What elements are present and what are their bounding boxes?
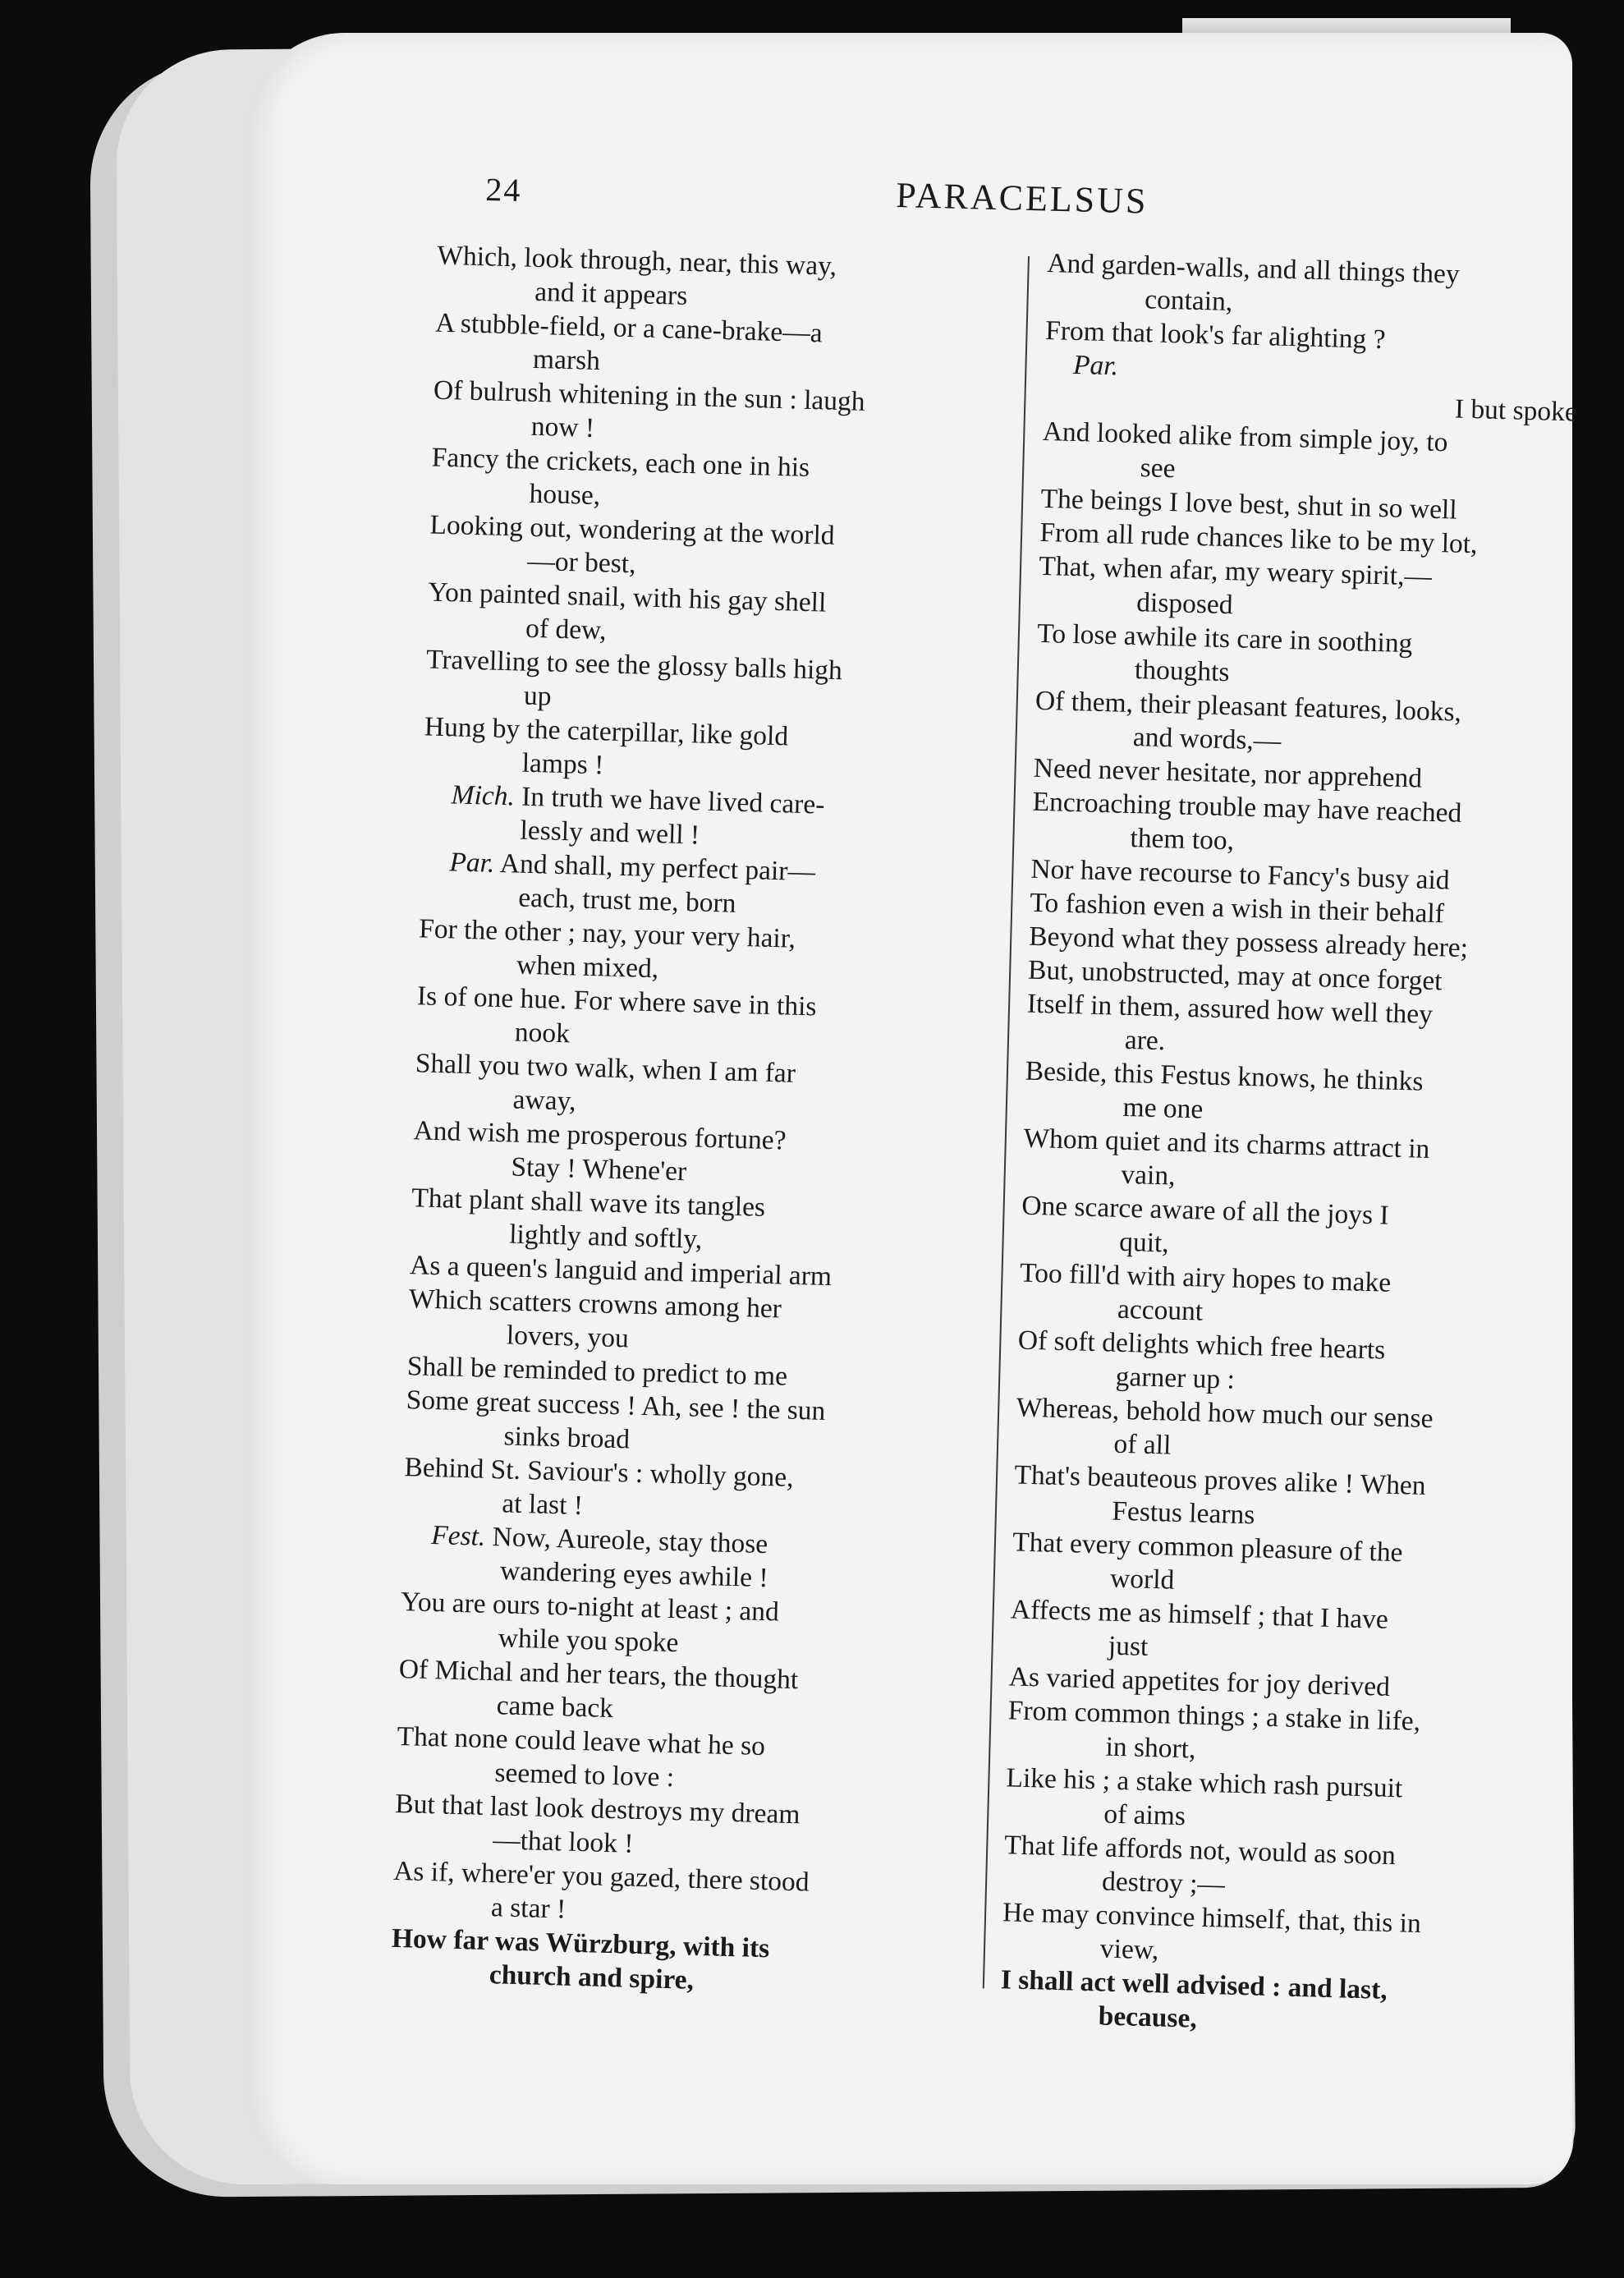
verse-text: That plant shall wave its tangles <box>411 1183 766 1223</box>
page-number: 24 <box>484 170 522 209</box>
verse-text: Too fill'd with airy hopes to make <box>1019 1257 1392 1298</box>
verse-text: now ! <box>530 411 595 443</box>
speaker-label: Fest. <box>430 1520 486 1552</box>
verse-text: thoughts <box>1134 654 1230 688</box>
verse-text: view, <box>1099 1933 1159 1966</box>
verse-text: Beyond what they possess already here; <box>1028 921 1469 964</box>
verse-text: Need never hesitate, nor apprehend <box>1033 752 1423 794</box>
verse-text: lovers, you <box>506 1320 630 1354</box>
verse-text: destroy ;— <box>1101 1866 1226 1900</box>
verse-text: How far was Würzburg, with its <box>391 1922 770 1964</box>
verse-text: To lose awhile its care in soothing <box>1036 618 1413 659</box>
verse-text: of aims <box>1103 1798 1186 1832</box>
verse-text: That, when afar, my weary spirit,— <box>1038 550 1433 592</box>
verse-text: away, <box>512 1084 577 1117</box>
verse-text: Fancy the crickets, each one in his <box>431 442 810 483</box>
verse-text: of all <box>1113 1428 1172 1461</box>
verse-text: lamps ! <box>521 747 604 781</box>
verse-text: —that look ! <box>492 1825 634 1859</box>
verse-text: And shall, my perfect pair— <box>499 847 816 888</box>
running-head: PARACELSUS <box>895 174 1149 222</box>
verse-text: church and spire, <box>489 1959 695 1996</box>
verse-text: house, <box>529 478 601 512</box>
verse-text: Stay ! Whene'er <box>510 1151 687 1187</box>
verse-text: That every common pleasure of the <box>1012 1527 1403 1568</box>
verse-text: But that last look destroys my dream <box>394 1788 801 1830</box>
verse-text: came back <box>496 1690 614 1725</box>
verse-text: them too, <box>1130 822 1235 857</box>
verse-text: Festus learns <box>1111 1495 1255 1531</box>
verse-text: But, unobstructed, may at once forget <box>1027 954 1443 997</box>
verse-text: Yon painted snail, with his gay shell <box>427 576 827 618</box>
verse-text: Encroaching trouble may have reached <box>1032 786 1462 829</box>
verse-text: As varied appetites for joy derived <box>1008 1661 1391 1702</box>
verse-text: Itself in them, assured how well they <box>1026 988 1434 1031</box>
verse-text: As if, where'er you gazed, there stood <box>392 1855 810 1898</box>
verse-text: lessly and well ! <box>520 815 700 851</box>
verse-text: From all rude chances like to be my lot, <box>1039 517 1478 560</box>
verse-text: Now, Aureole, stay those <box>492 1522 768 1560</box>
verse-text: For the other ; nay, your very hair, <box>418 913 796 954</box>
verse-text: world <box>1109 1563 1175 1596</box>
verse-text: That's beauteous proves alike ! When <box>1014 1459 1427 1502</box>
verse-text: Travelling to see the glossy balls high <box>425 644 843 687</box>
verse-text: at last ! <box>501 1488 584 1521</box>
verse-text: sinks broad <box>503 1421 631 1455</box>
verse-text: Like his ; a stake which rash pursuit <box>1006 1762 1403 1804</box>
verse-text: Whereas, behold how much our sense <box>1016 1392 1434 1435</box>
verse-text: You are ours to-night at least ; and <box>400 1587 780 1628</box>
verse-text: And looked alike from simple joy, to <box>1042 416 1448 458</box>
verse-text: seemed to love : <box>494 1757 675 1793</box>
verse-text: And garden-walls, and all things they <box>1046 247 1461 290</box>
verse-text: Behind St. Saviour's : wholly gone, <box>404 1452 794 1493</box>
verse-text: because, <box>1098 2000 1198 2034</box>
verse-text: Which scatters crowns among her <box>408 1284 782 1325</box>
verse-text: In truth we have lived care- <box>521 781 825 820</box>
verse-text: a star ! <box>490 1892 567 1925</box>
verse-text: That none could leave what he so <box>397 1720 766 1762</box>
verse-text: when mixed, <box>516 949 659 985</box>
right-column <box>999 246 1590 2045</box>
verse-text: Hung by the caterpillar, like gold <box>424 711 789 752</box>
verse-text: I shall act well advised : and last, <box>1000 1964 1388 2005</box>
verse-text: and it appears <box>534 276 688 311</box>
verse-text: see <box>1140 452 1177 485</box>
verse-text: lightly and softly, <box>508 1219 703 1255</box>
verse-text: —or best, <box>526 545 637 580</box>
verse-text: The beings I love best, shut in so well <box>1040 483 1458 526</box>
verse-text: up <box>523 680 552 712</box>
verse-text: disposed <box>1135 587 1234 621</box>
verse-text: nook <box>514 1017 571 1049</box>
verse-text: each, trust me, born <box>517 882 736 919</box>
verse-text: marsh <box>532 343 601 377</box>
verse-text: Which, look through, near, this way, <box>436 240 837 282</box>
verse-text: From that look's far alighting ? <box>1044 315 1387 356</box>
verse-text: That life affords not, would as soon <box>1003 1830 1397 1872</box>
verse-text: Is of one hue. For where save in this <box>416 981 817 1022</box>
verse-text: in short, <box>1105 1731 1196 1765</box>
verse-text: To fashion even a wish in their behalf <box>1029 887 1445 930</box>
verse-text: Some great success ! Ah, see ! the sun <box>406 1385 826 1426</box>
verse-text: As a queen's languid and imperial arm <box>409 1250 833 1293</box>
verse-text: Shall you two walk, when I am far <box>415 1048 796 1089</box>
verse-text: contain, <box>1144 284 1233 318</box>
verse-text: Looking out, wondering at the world <box>429 509 836 551</box>
verse-text: He may convince himself, that, this in <box>1002 1897 1422 1940</box>
verse-text: and words,— <box>1132 722 1282 756</box>
verse-text: vain, <box>1120 1159 1176 1192</box>
verse-text: while you spoke <box>498 1623 679 1659</box>
verse-text: me one <box>1122 1091 1204 1125</box>
verse-text: garner up : <box>1115 1361 1236 1395</box>
verse-text: quit, <box>1118 1226 1170 1259</box>
verse-text: Affects me as himself ; that I have <box>1010 1594 1389 1635</box>
speaker-label: Mich. <box>451 779 516 812</box>
verse-text: Whom quiet and its charms attract in <box>1023 1123 1430 1164</box>
verse-text: Shall be reminded to predict to me <box>406 1351 788 1392</box>
verse-text: Of bulrush whitening in the sun : laugh <box>433 374 866 417</box>
verse-text: Nor have recourse to Fancy's busy aid <box>1030 853 1451 896</box>
verse-text: of dew, <box>525 613 607 646</box>
verse-text: account <box>1117 1293 1204 1327</box>
verse-text: just <box>1108 1630 1149 1662</box>
verse-text: Of soft delights which free hearts <box>1017 1325 1386 1366</box>
speaker-label: Par. <box>1072 349 1119 382</box>
verse-text: And wish me prosperous fortune? <box>413 1115 787 1156</box>
verse-text: Of Michal and her tears, the thought <box>398 1654 799 1696</box>
left-column <box>391 240 1016 2005</box>
verse-text: One scarce aware of all the joys I <box>1021 1190 1390 1231</box>
speaker-label: Par. <box>448 847 495 879</box>
verse-text: Of them, their pleasant features, looks, <box>1034 685 1462 728</box>
verse-text: are. <box>1124 1024 1166 1057</box>
verse-text: wandering eyes awhile ! <box>499 1555 769 1594</box>
verse-text: From common things ; a stake in life, <box>1007 1695 1421 1737</box>
verse-text: I but spoke <box>1454 393 1578 428</box>
verse-text: A stubble-field, or a cane-brake—a <box>434 307 823 349</box>
verse-text: Beside, this Festus knows, he thinks <box>1025 1055 1424 1097</box>
